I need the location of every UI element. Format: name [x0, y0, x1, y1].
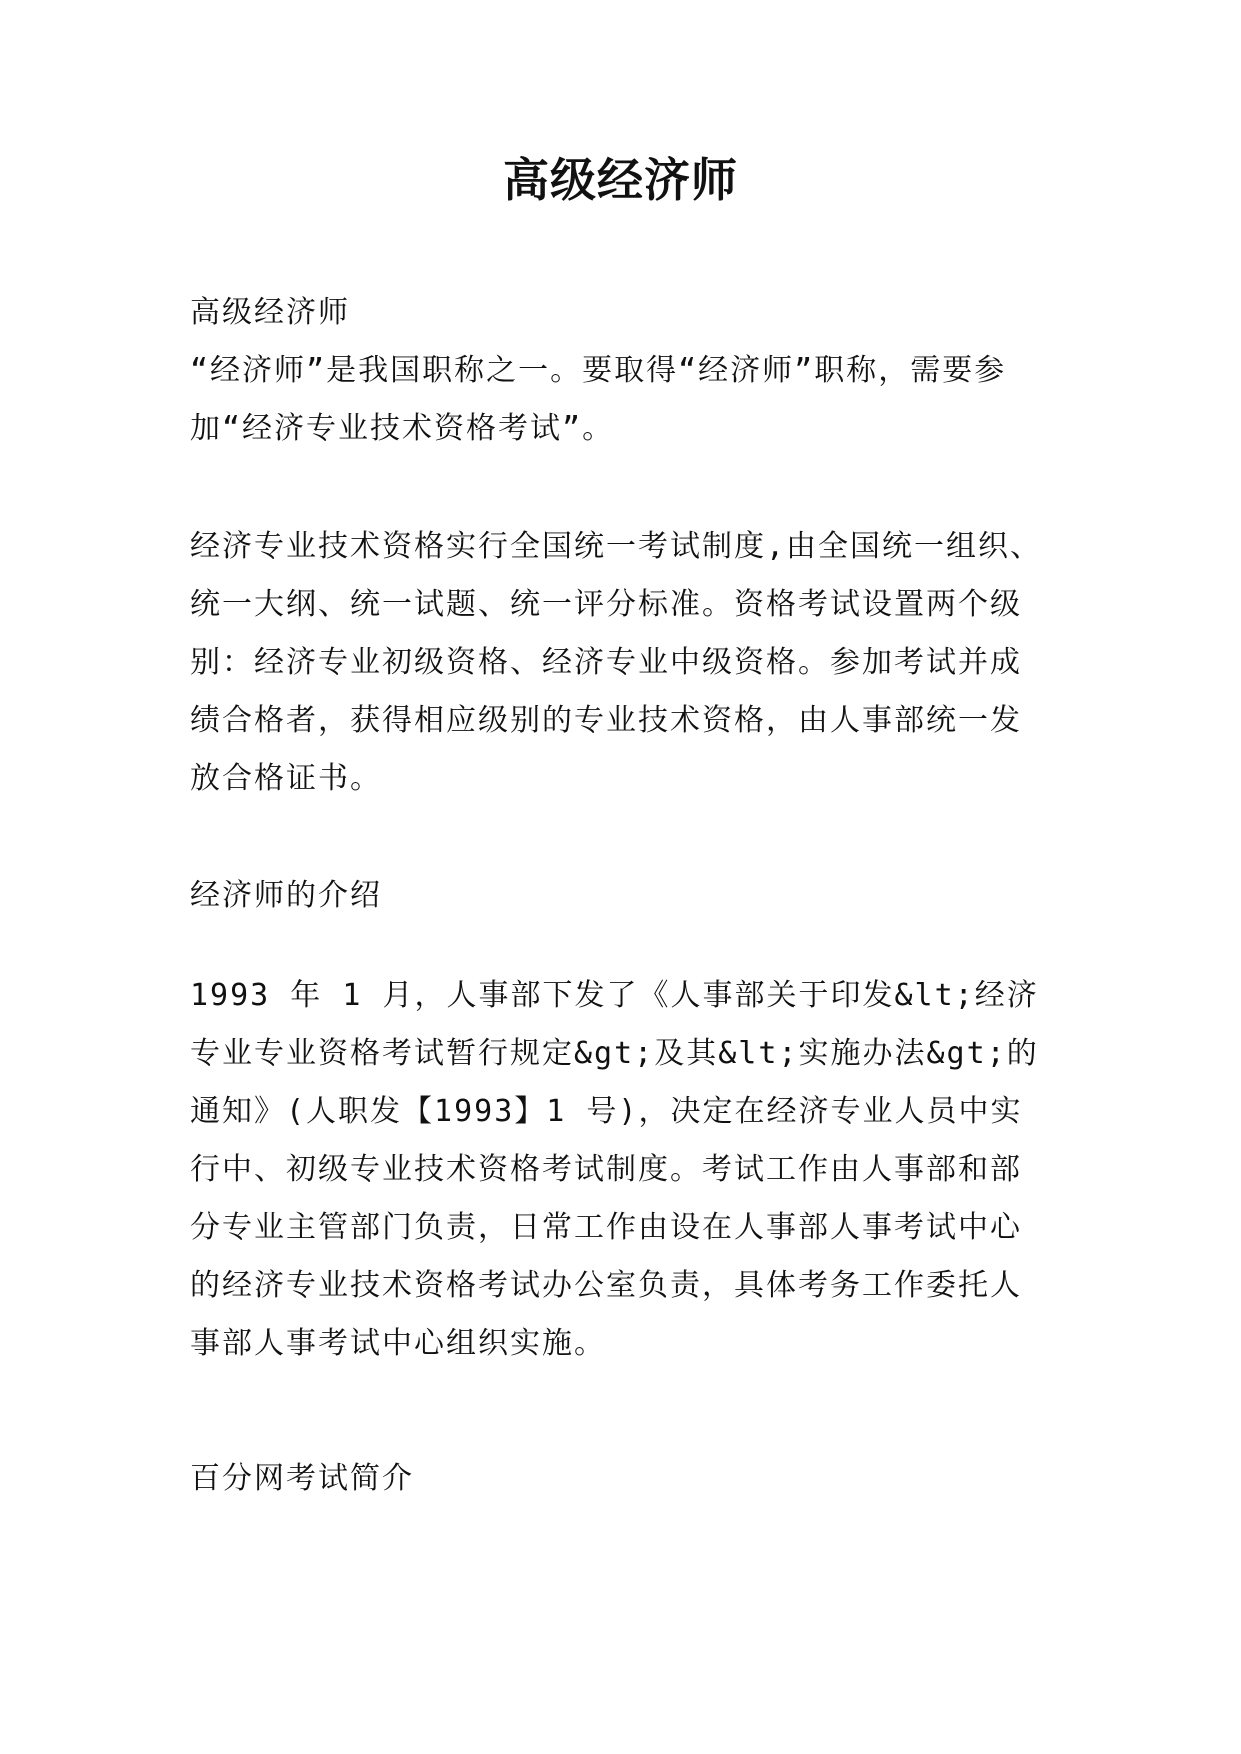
closing-paragraph: 百分网考试简介	[190, 1461, 414, 1496]
history-paragraph: 1993 年 1 月，人事部下发了《人事部关于印发&lt;经济专业专业资格考试暂行规定&gt;及其&lt;实施办法&gt;的通知》(人职发【1993】1 号)，决定在经济专业人员中实行中、初级专业技术资格考试制度。考试工作由人事部和部分专业主管部门负责，日常工作由设在人事部人事考试中心的经济专业技术资格考试办公室负责，具体考务工作委托人事部人事考试中心组织实施。	[190, 978, 1039, 1361]
closing-block	[190, 1450, 1050, 1508]
exam-system-block	[190, 518, 1050, 808]
section-heading: 经济师的介绍	[190, 878, 382, 913]
document-title: 高级经济师	[503, 153, 738, 207]
history-block	[190, 967, 1050, 1373]
intro-paragraph: “经济师”是我国职称之一。要取得“经济师”职称，需要参加“经济专业技术资格考试”。	[190, 353, 1007, 446]
exam-system-paragraph: 经济专业技术资格实行全国统一考试制度,由全国统一组织、统一大纲、统一试题、统一评分标准。资格考试设置两个级别：经济专业初级资格、经济专业中级资格。参加考试并成绩合格者，获得相应级别的专业技术资格，由人事部统一发放合格证书。	[190, 529, 1043, 796]
section-heading-block	[190, 867, 1050, 925]
intro-block	[190, 284, 1050, 458]
subtitle-paragraph: 高级经济师	[190, 295, 350, 330]
